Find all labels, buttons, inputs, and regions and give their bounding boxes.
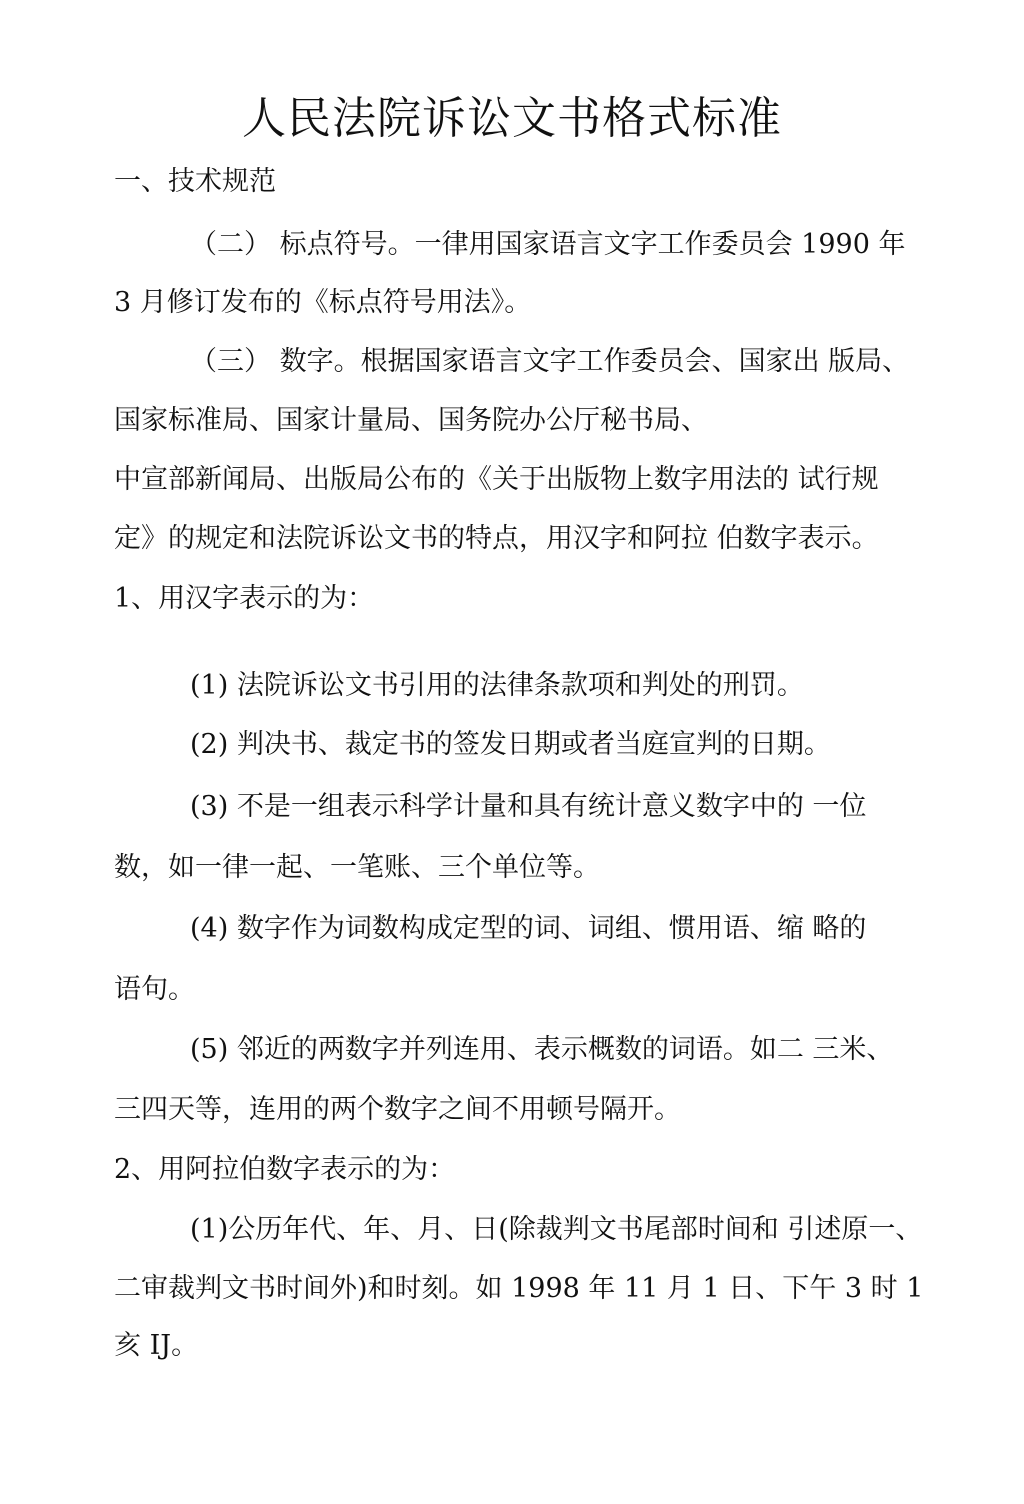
section-heading: 一、技术规范 xyxy=(114,166,276,197)
list-item-continuation: 二审裁判文书时间外)和时刻。如 1998 年 11 月 1 日、下午 3 时 1 xyxy=(114,1273,924,1304)
list-item: (5) 邻近的两数字并列连用、表示概数的词语。如二 三米、 xyxy=(190,1034,894,1065)
list-item: (3) 不是一组表示科学计量和具有统计意义数字中的 一位 xyxy=(190,791,867,822)
document-title: 人民法院诉讼文书格式标准 xyxy=(242,93,782,144)
list-item-continuation: 三四天等，连用的两个数字之间不用顿号隔开。 xyxy=(114,1094,681,1125)
list-item-continuation: 亥 IJ。 xyxy=(114,1330,199,1361)
paragraph-line: （二） 标点符号。一律用国家语言文字工作委员会 1990 年 xyxy=(190,229,906,260)
list-item: (4) 数字作为词数构成定型的词、词组、惯用语、缩 略的 xyxy=(190,913,867,944)
list-item: (2) 判决书、裁定书的签发日期或者当庭宣判的日期。 xyxy=(190,729,831,760)
list-item: (1) 法院诉讼文书引用的法律条款项和判处的刑罚。 xyxy=(190,670,804,701)
paragraph-line: 国家标准局、国家计量局、国务院办公厅秘书局、 xyxy=(114,405,708,436)
subsection-heading: 1、用汉字表示的为： xyxy=(114,583,375,614)
subsection-heading: 2、用阿拉伯数字表示的为： xyxy=(114,1154,456,1185)
paragraph-line: （三） 数字。根据国家语言文字工作委员会、国家出 版局、 xyxy=(190,346,910,377)
list-item-continuation: 数，如一律一起、一笔账、三个单位等。 xyxy=(114,852,600,883)
paragraph-line: 定》的规定和法院诉讼文书的特点，用汉字和阿拉 伯数字表示。 xyxy=(114,523,879,554)
paragraph-line: 中宣部新闻局、出版局公布的《关于出版物上数字用法的 试行规 xyxy=(114,464,879,495)
list-item: (1)公历年代、年、月、日(除裁判文书尾部时间和 引述原一、 xyxy=(190,1214,923,1245)
paragraph-line: 3 月修订发布的《标点符号用法》。 xyxy=(114,287,532,318)
list-item-continuation: 语句。 xyxy=(114,974,195,1005)
